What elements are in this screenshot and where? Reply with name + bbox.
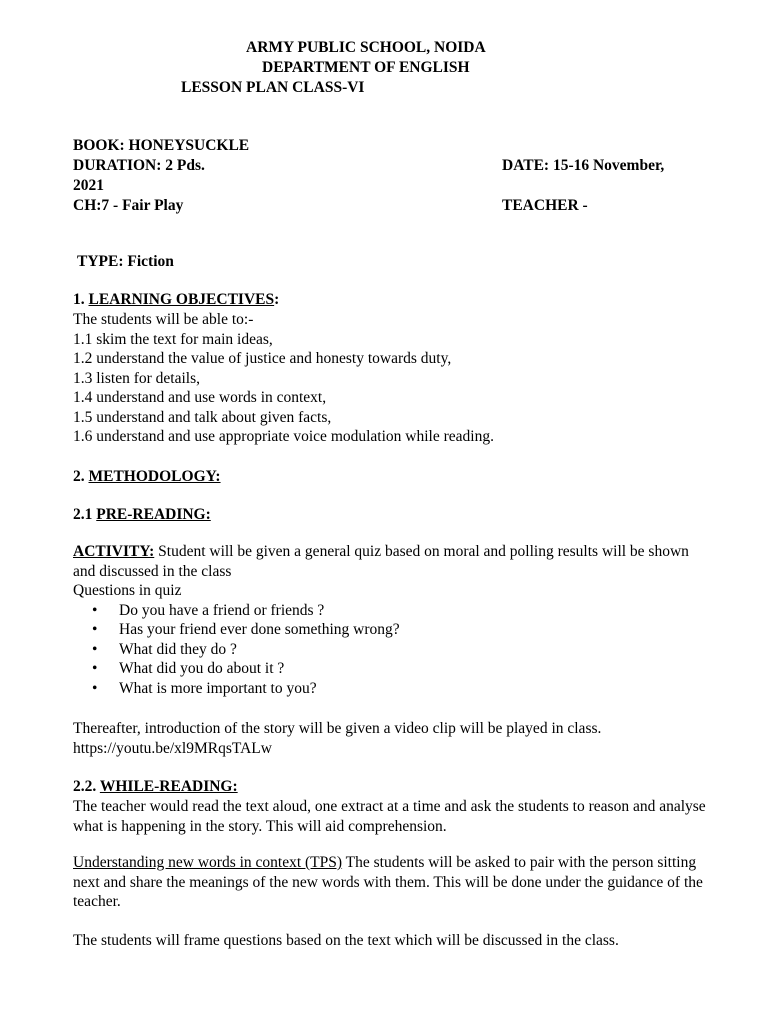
quiz-question: Do you have a friend or friends ? (119, 601, 325, 619)
while-reading-title: WHILE-READING: (99, 778, 238, 795)
pre-reading-title: PRE-READING: (96, 506, 211, 523)
lesson-plan-title: LESSON PLAN CLASS-VI (181, 79, 365, 96)
bullet-icon: • (92, 601, 98, 619)
new-words-paragraph (73, 853, 713, 912)
methodology-number: 2. (73, 468, 85, 485)
methodology-heading (73, 467, 221, 487)
pre-reading-heading (73, 505, 211, 525)
teacher-label: TEACHER - (502, 197, 588, 214)
bullet-icon: • (92, 621, 98, 638)
objective-item: 1.5 understand and talk about given facts, (73, 408, 332, 426)
chapter-label: CH:7 - Fair Play (73, 197, 184, 214)
pre-reading-number: 2.1 (73, 506, 93, 523)
video-link[interactable]: https://youtu.be/xl9MRqsTALw (73, 739, 272, 757)
objective-item: 1.1 skim the text for main ideas, (73, 330, 273, 348)
type-label: TYPE: Fiction (77, 253, 174, 270)
duration-label: DURATION: 2 Pds. (73, 157, 205, 174)
frame-questions-text: The students will frame questions based on the text which will be discussed in the class. (73, 932, 619, 949)
objective-item: 1.2 understand the value of justice and honesty towards duty, (73, 350, 452, 367)
while-reading-paragraph (73, 797, 713, 836)
bullet-icon: • (92, 679, 98, 697)
date-year: 2021 (73, 177, 104, 194)
list-item (73, 640, 713, 660)
thereafter-paragraph (73, 719, 713, 758)
while-reading-text: The teacher would read the text aloud, one extract at a time and ask the students to reason and analyse what is happening in the story. This will aid comprehension. (73, 798, 706, 835)
date-label: DATE: 15-16 November, (502, 157, 665, 174)
list-item (73, 620, 713, 640)
book-label: BOOK: HONEYSUCKLE (73, 137, 250, 154)
activity-paragraph (73, 542, 713, 698)
frame-questions-paragraph (73, 931, 713, 951)
while-reading-heading (73, 777, 238, 797)
objective-item: 1.6 understand and use appropriate voice modulation while reading. (73, 428, 494, 445)
objective-item: 1.3 listen for details, (73, 369, 200, 387)
quiz-question: What did they do ? (119, 640, 237, 658)
methodology-title: METHODOLOGY: (88, 468, 221, 485)
list-item (73, 601, 713, 621)
objective-item: 1.4 understand and use words in context, (73, 389, 327, 406)
objectives-colon: : (274, 291, 280, 308)
department-name: DEPARTMENT OF ENGLISH (262, 59, 470, 76)
activity-label: ACTIVITY: (73, 543, 155, 560)
objectives-intro: The students will be able to:- (73, 311, 254, 328)
bullet-icon: • (92, 660, 98, 677)
while-reading-number: 2.2. (73, 778, 97, 795)
quiz-question-list (73, 601, 713, 699)
new-words-text: The students will be asked to pair with the person sitting next and share the meanings of the new words with them. This will be done under the guidance of the teacher. (73, 854, 703, 910)
list-item (73, 659, 713, 679)
activity-text: Student will be given a general quiz based on moral and polling results will be shown and discussed in the class (73, 543, 689, 580)
list-item (73, 679, 713, 699)
school-name: ARMY PUBLIC SCHOOL, NOIDA (246, 39, 486, 56)
objectives-heading (73, 290, 279, 310)
bullet-icon: • (92, 640, 98, 658)
quiz-question: Has your friend ever done something wrong? (119, 621, 400, 638)
quiz-question: What is more important to you? (119, 679, 317, 697)
quiz-intro: Questions in quiz (73, 582, 182, 599)
thereafter-text: Thereafter, introduction of the story will be given a video clip will be played in class. (73, 720, 602, 737)
objectives-list (73, 310, 713, 447)
objectives-number: 1. (73, 291, 85, 308)
objectives-title: LEARNING OBJECTIVES (88, 291, 275, 308)
new-words-label: Understanding new words in context (TPS) (73, 854, 343, 871)
quiz-question: What did you do about it ? (119, 660, 285, 677)
